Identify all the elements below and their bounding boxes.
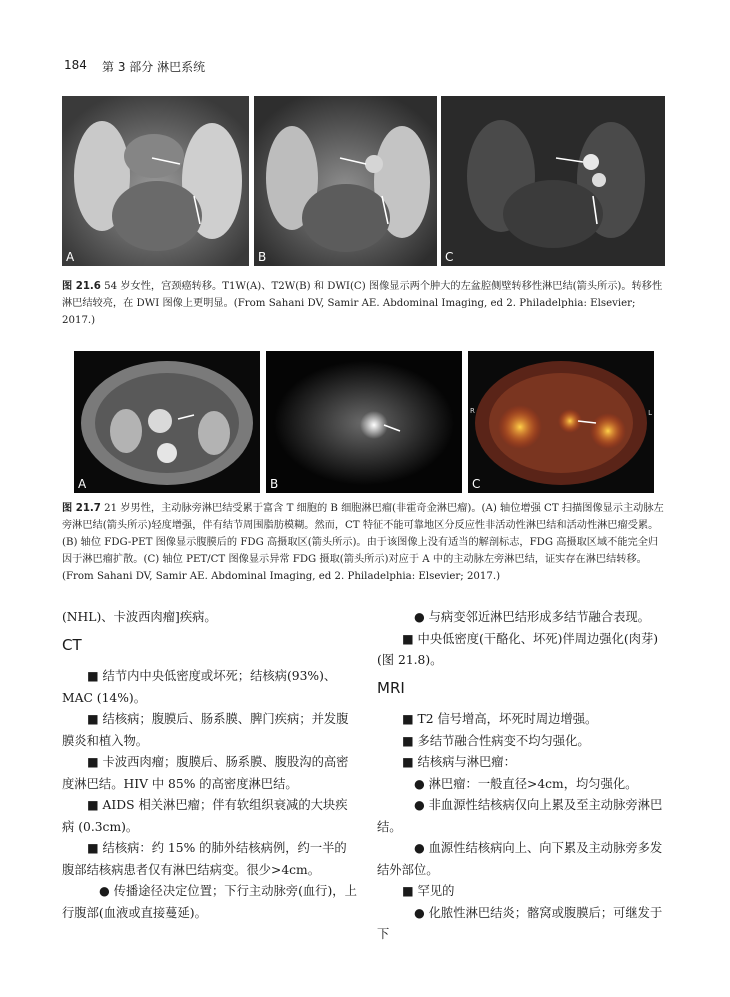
caption-label: 图 21.6 (62, 281, 101, 292)
intro-line: (NHL)、卡波西肉瘤]疾病。 (62, 610, 217, 624)
sub-list-item: ● 淋巴瘤：一般直径>4cm，均匀强化。 (414, 776, 638, 791)
sub-list-item: ● 与病变邻近淋巴结形成多结节融合表现。 (414, 610, 650, 624)
figure-21-7-caption (62, 500, 668, 585)
caption-text: 21 岁男性，主动脉旁淋巴结受累于富含 T 细胞的 B 细胞淋巴瘤(非霍奇金淋巴瘤)。(A) 轴位增强 CT 扫描图像显示主动脉左旁淋巴结(箭头所示)轻度增强，伴有结节周围脂肪模糊。然而，CT 特征不能可靠地区分反应性非活动性淋巴结和活动性淋巴瘤受累。(B) 轴位 FDG-PET 图像显示腹膜后的 FDG 高摄取区(箭头所示)。由于该图像上没有适当的解剖标志，FDG 高摄取区域不能完全归因于淋巴瘤扩散。(C) 轴位 PET/CT 图像显示异常 FDG 摄取(箭头所示)对应于 A 中的主动脉左旁淋巴结，证实存在淋巴结转移。(From Sahani DV, Samir AE. Abdominal Imaging, ed 2. Philadelphia: Elsevier; 2017.) (62, 503, 664, 582)
figure-21-6-panel-c (441, 96, 665, 266)
list-item: ■ 结核病与淋巴瘤： (402, 755, 516, 769)
right-column (377, 607, 673, 946)
list-item: ■ 结核病；腹膜后、肠系膜、脾门疾病；并发腹膜炎和植入物。 (62, 712, 349, 748)
figure-21-7-panel-a (74, 351, 260, 493)
panel-label: A (78, 477, 87, 491)
page-number: 184 (64, 58, 87, 72)
panel-label: C (445, 250, 454, 264)
list-item: ■ 罕见的 (402, 884, 455, 898)
running-header: 第 3 部分 淋巴系统 (102, 60, 206, 74)
list-item: ■ 结节内中央低密度或坏死；结核病(93%)、MAC (14%)。 (62, 669, 337, 705)
figure-21-6-panel-b (254, 96, 437, 266)
section-heading-ct: CT (62, 635, 82, 654)
list-item: ■ 结核病：约 15% 的肺外结核病例，约一半的腹部结核病患者仅有淋巴结病变。很少>4cm。 (62, 841, 347, 877)
list-item: ■ 多结节融合性病变不均匀强化。 (402, 733, 590, 748)
sub-list-item: ● 化脓性淋巴结炎；髂窝或腹膜后；可继发于下 (377, 905, 663, 941)
section-heading-mri: MRI (377, 678, 405, 697)
list-item: ■ AIDS 相关淋巴瘤；伴有软组织衰减的大块疾病 (0.3cm)。 (62, 798, 348, 834)
panel-label: A (66, 250, 75, 264)
caption-text: 54 岁女性，宫颈癌转移。T1W(A)、T2W(B) 和 DWI(C) 图像显示两个肿大的左盆腔侧壁转移性淋巴结(箭头所示)。转移性淋巴结较亮，在 DWI 图像上更明显。(From Sahani DV, Samir AE. Abdominal Imaging, ed 2. Philadelphia: Elsevier; 2017.) (62, 281, 663, 326)
panel-label: B (258, 250, 267, 264)
sub-list-item: ● 传播途径决定位置；下行主动脉旁(血行)，上行腹部(血液或直接蔓延)。 (62, 884, 357, 920)
figure-21-7-panel-c (468, 351, 654, 493)
sub-list-item: ● 非血源性结核病仅向上累及至主动脉旁淋巴结。 (377, 798, 663, 834)
list-item: ■ 卡波西肉瘤；腹膜后、肠系膜、腹股沟的高密度淋巴结。HIV 中 85% 的高密度淋巴结。 (62, 755, 349, 791)
panel-label: C (472, 477, 481, 491)
list-item: ■ T2 信号增高，坏死时周边增强。 (402, 712, 598, 726)
side-marker-right: R (470, 407, 475, 415)
left-column (62, 607, 358, 924)
figure-21-6-caption (62, 278, 666, 329)
side-marker-left: L (648, 409, 652, 417)
list-item: ■ 中央低密度(干酪化、坏死)伴周边强化(肉芽) (图 21.8)。 (377, 631, 659, 667)
panel-label: B (270, 477, 279, 491)
figure-21-7-panel-b (266, 351, 462, 493)
figure-21-6-panel-a (62, 96, 249, 266)
caption-label: 图 21.7 (62, 503, 101, 514)
sub-list-item: ● 血源性结核病向上、向下累及主动脉旁多发结外部位。 (377, 841, 663, 877)
